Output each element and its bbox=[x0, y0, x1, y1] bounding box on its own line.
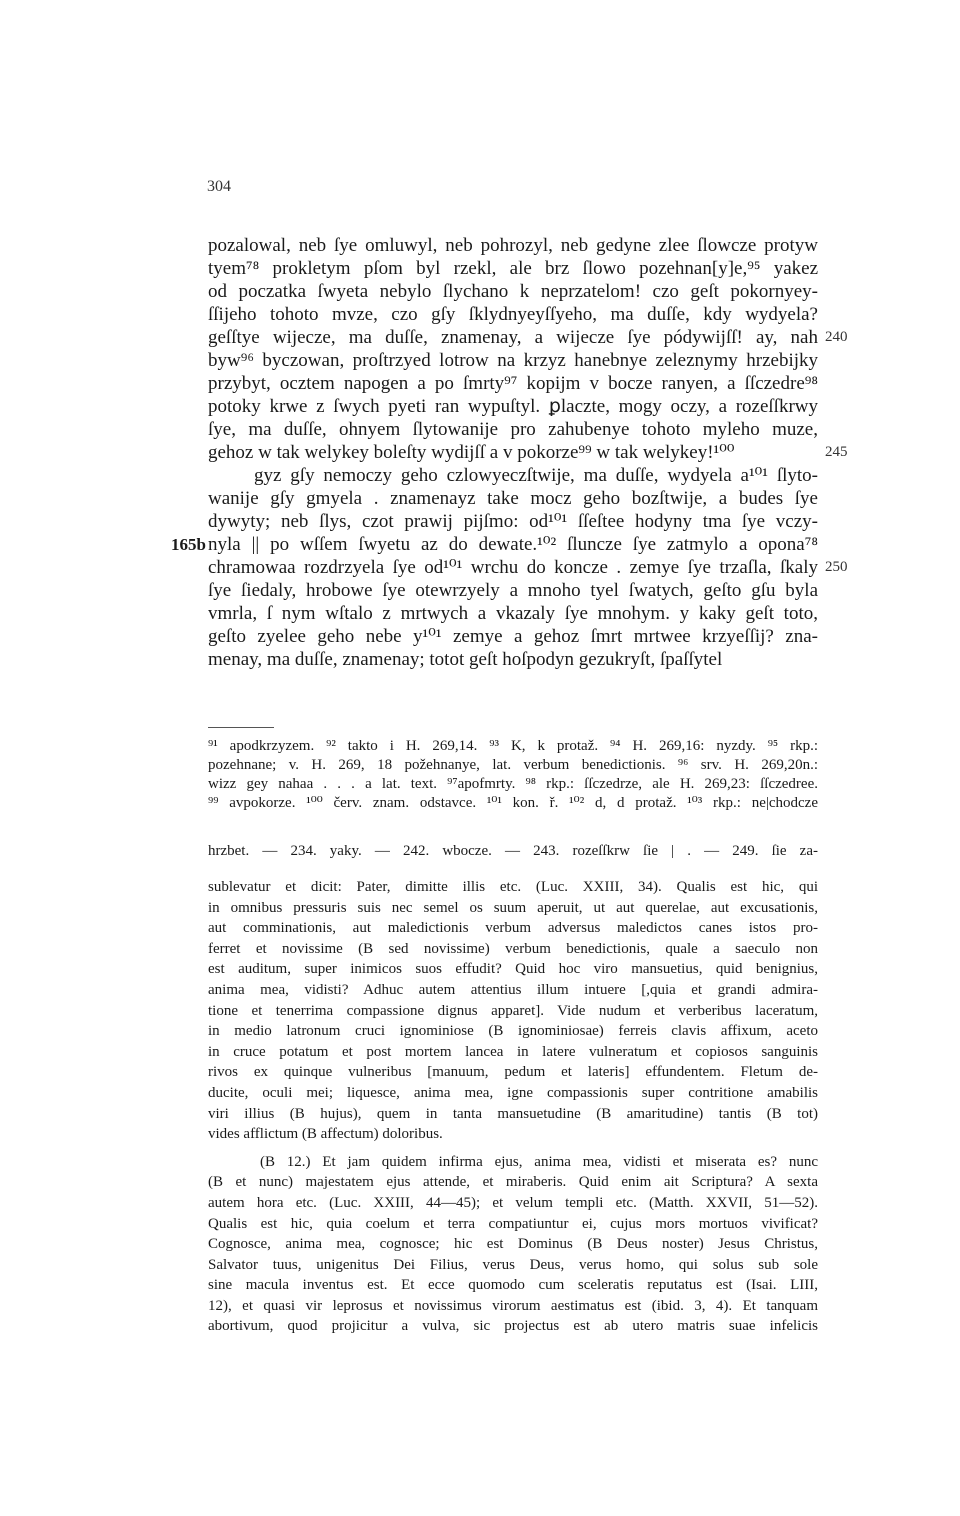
text-line bbox=[208, 441, 848, 464]
latin-line: (B et nunc) majestatem ejus attende, et miraberis. Quid enim ait Scriptura? A sexta bbox=[208, 1174, 818, 1191]
critical-apparatus: hrzbet. — 234. yaky. — 242. wbocze. — 243. rozeſſkrw ſie | . — 249. ſie za- bbox=[208, 843, 818, 859]
main-text bbox=[171, 234, 848, 671]
text-line bbox=[208, 487, 818, 510]
text-line-content: przybyt, ocztem napogen a po ſmrty⁹⁷ kopijm v bocze ranyen, a ſſczedre⁹⁸ bbox=[208, 373, 818, 394]
text-line-content: ſye, ma duſſe, ohnyem ſlytowanije pro zahubenye tohoto myleho muze, bbox=[208, 419, 818, 440]
footnote-line: ⁹⁹ avpokorze. ¹⁰⁰ červ. znam. odstavce. ¹⁰¹ kon. ř. ¹⁰² d, d protaž. ¹⁰³ rkp.: ne|chodcze bbox=[208, 795, 818, 811]
text-line bbox=[208, 510, 818, 533]
text-line bbox=[171, 533, 818, 556]
text-line bbox=[208, 257, 818, 280]
line-number: 240 bbox=[825, 329, 848, 345]
text-line-content: pozalowal, neb ſye omluwyl, neb pohrozyl, neb gedyne zlee ſlowcze protyw bbox=[208, 235, 818, 256]
text-line bbox=[208, 303, 818, 326]
text-line-content: menay, ma duſſe, znamenay; totot geſt hoſpodyn gezukryſt, ſpaſſytel bbox=[208, 649, 723, 670]
latin-line: est auditum, super inimicos suos effudit? Quid hoc viro mansuetius, quid benignius, bbox=[208, 961, 818, 978]
latin-line: Qualis est hic, quia coelum et terra compatiuntur ei, cujus mors mortuos vivificat? bbox=[208, 1215, 818, 1232]
text-line-content: od poczatka ſwyeta nebylo ſlychano k neprzatelom! czo geſt pokornyey- bbox=[208, 281, 818, 302]
line-number: 245 bbox=[825, 444, 848, 460]
latin-line: Cognosce, anima mea, cognosce; hic est Dominus (B Deus noster) Jesus Christus, bbox=[208, 1236, 818, 1253]
text-line-content: geſſtye wijecze, ma duſſe, znamenay, a wijecze ſye pódywijſſ! ay, nah bbox=[208, 327, 818, 348]
text-line bbox=[208, 395, 818, 418]
latin-source-text bbox=[208, 877, 818, 1337]
text-line bbox=[208, 602, 818, 625]
footnote-line: ⁹¹ apodkrzyzem. ⁹² takto i H. 269,14. ⁹³ K, k protaž. ⁹⁴ H. 269,16: nyzdy. ⁹⁵ rkp.: bbox=[208, 738, 818, 754]
latin-line: sine macula inventus est. Et ecce quomodo cum sceleratis reputatus est (Isai. LIII, bbox=[208, 1277, 818, 1294]
latin-line: viri illius (B hujus), quem in tanta mansuetudine (B amaritudine) tantis (B tot) bbox=[208, 1105, 818, 1122]
text-line-content: vmrla, ſ nym wſtalo z mrtwych a vkazaly ſye mnohym. y kaky geſt toto, bbox=[208, 603, 818, 624]
page-number: 304 bbox=[207, 178, 231, 195]
footnotes bbox=[208, 737, 818, 813]
latin-line: abortivum, quod projicitur a vulva, sic projectus est ab utero matris suae infelicis bbox=[208, 1318, 818, 1335]
text-line-content: potoky krwe z ſwych pyeti ran wypuſtyl. ꝑlaczte, mogy oczy, a rozeſſkrwy bbox=[208, 396, 818, 417]
text-line bbox=[208, 579, 818, 602]
footnote-rule bbox=[208, 727, 274, 728]
paragraph-gap bbox=[208, 1145, 818, 1152]
line-number: 250 bbox=[825, 559, 848, 575]
latin-line: autem hora etc. (Luc. XXIII, 44—45); et velum templi etc. (Matth. XXVII, 51—52). bbox=[208, 1194, 818, 1211]
latin-line: anima mea, vidisti? Adhuc autem attentius illum intuere [,quia et grandi admira- bbox=[208, 981, 818, 998]
text-line bbox=[208, 326, 848, 349]
text-line bbox=[208, 464, 818, 487]
text-line-content: chramowaa rozdrzyela ſye od¹⁰¹ wrchu do koncze . zemye ſye trzaſla, ſkaly bbox=[208, 557, 818, 578]
text-line-content: tyem⁷⁸ prokletym pſom byl rzekl, ale brz ſlowo pozehnan[y]e,⁹⁵ yakez bbox=[208, 258, 818, 279]
latin-line: Salvator tuus, unigenitus Dei Filius, verus Deus, verus homo, qui solus sub sole bbox=[208, 1256, 818, 1273]
text-line-content: geſto zyelee geho nebe y¹⁰¹ zemye a gehoz ſmrt mrtwee krzyeſſij? zna- bbox=[208, 626, 818, 647]
folio-mark: 165b bbox=[171, 535, 206, 554]
latin-line: rivos ex quinque vulneribus [manuum, pedum et lateris] effundentem. Fletum de- bbox=[208, 1064, 818, 1081]
latin-line: tione et tenerrima compassione dignus apparet]. Vide nudum et verberibus laceratum, bbox=[208, 1002, 818, 1019]
latin-line: in cruce potatum et post mortem lancea in latere vulneratum et copiosos sanguinis bbox=[208, 1043, 818, 1060]
footnote-line: wizz gey nahaa . . . a lat. text. ⁹⁷apofmrty. ⁹⁸ rkp.: ſſczedrze, ale H. 269,23: ſſczedree. bbox=[208, 776, 818, 792]
text-line-content: wanije gſy gmyela . znamenayz take mocz geho bozſtwije, a budes ſye bbox=[208, 488, 818, 509]
text-line bbox=[208, 234, 818, 257]
text-line-content: byw⁹⁶ byczowan, proſtrzyed lotrow na krzyz hanebnye zeleznymy hrzebijky bbox=[208, 350, 818, 371]
text-line-content: ſye ſiedaly, hrobowe ſye otewrzyely a mnoho tyel ſwatych, geſto gſu byla bbox=[208, 580, 818, 601]
latin-line: vides afflictum (B affectum) doloribus. bbox=[208, 1126, 443, 1143]
latin-line: (B 12.) Et jam quidem infirma ejus, anima mea, vidisti et miserata es? nunc bbox=[260, 1153, 818, 1170]
text-line bbox=[208, 648, 818, 671]
latin-line: sublevatur et dicit: Pater, dimitte illis etc. (Luc. XXIII, 34). Qualis est hic, qui bbox=[208, 879, 818, 895]
text-line-content: gyz gſy nemoczy geho czlowyeczſtwije, ma duſſe, wydyela a¹⁰¹ ſlyto- bbox=[254, 465, 818, 486]
text-line bbox=[208, 349, 818, 372]
latin-line: ducite, oculi mei; liquesce, anima mea, igne compassionis super contritione amabilis bbox=[208, 1084, 818, 1101]
text-line-content: ſſijeho tohoto mvze, czo gſy ſklydnyeyſſyeho, ma duſſe, kdy wydyela? bbox=[208, 304, 818, 325]
latin-line: in medio latronum cruci ignominiose (B ignominiosae) ferreis clavis affixum, aceto bbox=[208, 1023, 818, 1040]
text-line bbox=[208, 372, 818, 395]
footnote-line: pozehnane; v. H. 269, 18 požehnanye, lat. verbum benedictionis. ⁹⁶ srv. H. 269,20n.: bbox=[208, 757, 818, 773]
text-line-content: dywyty; neb ſlys, czot prawij pijſmo: od¹⁰¹ ſſeſtee hodyny tma ſye vczy- bbox=[208, 511, 818, 532]
text-line bbox=[208, 556, 848, 579]
latin-line: 12), et quasi vir leprosus et novissimus virorum aestimatus est (ibid. 3, 4). Et tanquam bbox=[208, 1297, 818, 1314]
text-line bbox=[208, 280, 818, 303]
text-line-content: gehoz w tak welykey boleſty wydijſſ a v pokorze⁹⁹ w tak welykey!¹⁰⁰ bbox=[208, 442, 735, 463]
latin-line: in omnibus pressuris suis nec semel os suum aperuit, ut aut querelae, aut excusationis, bbox=[208, 899, 818, 916]
text-line bbox=[208, 418, 818, 441]
latin-line: ferret et novissime (B sed novissime) verbum benedictionis, quale a saeculo non bbox=[208, 940, 818, 957]
text-line bbox=[208, 625, 818, 648]
text-line-content: nyla || po wſſem ſwyetu az do dewate.¹⁰² ſluncze ſye zatmylo a opona⁷⁸ bbox=[208, 534, 818, 555]
latin-line: aut comminationis, aut maledictionis verbum adversus maledictos canes istos pro- bbox=[208, 920, 818, 937]
